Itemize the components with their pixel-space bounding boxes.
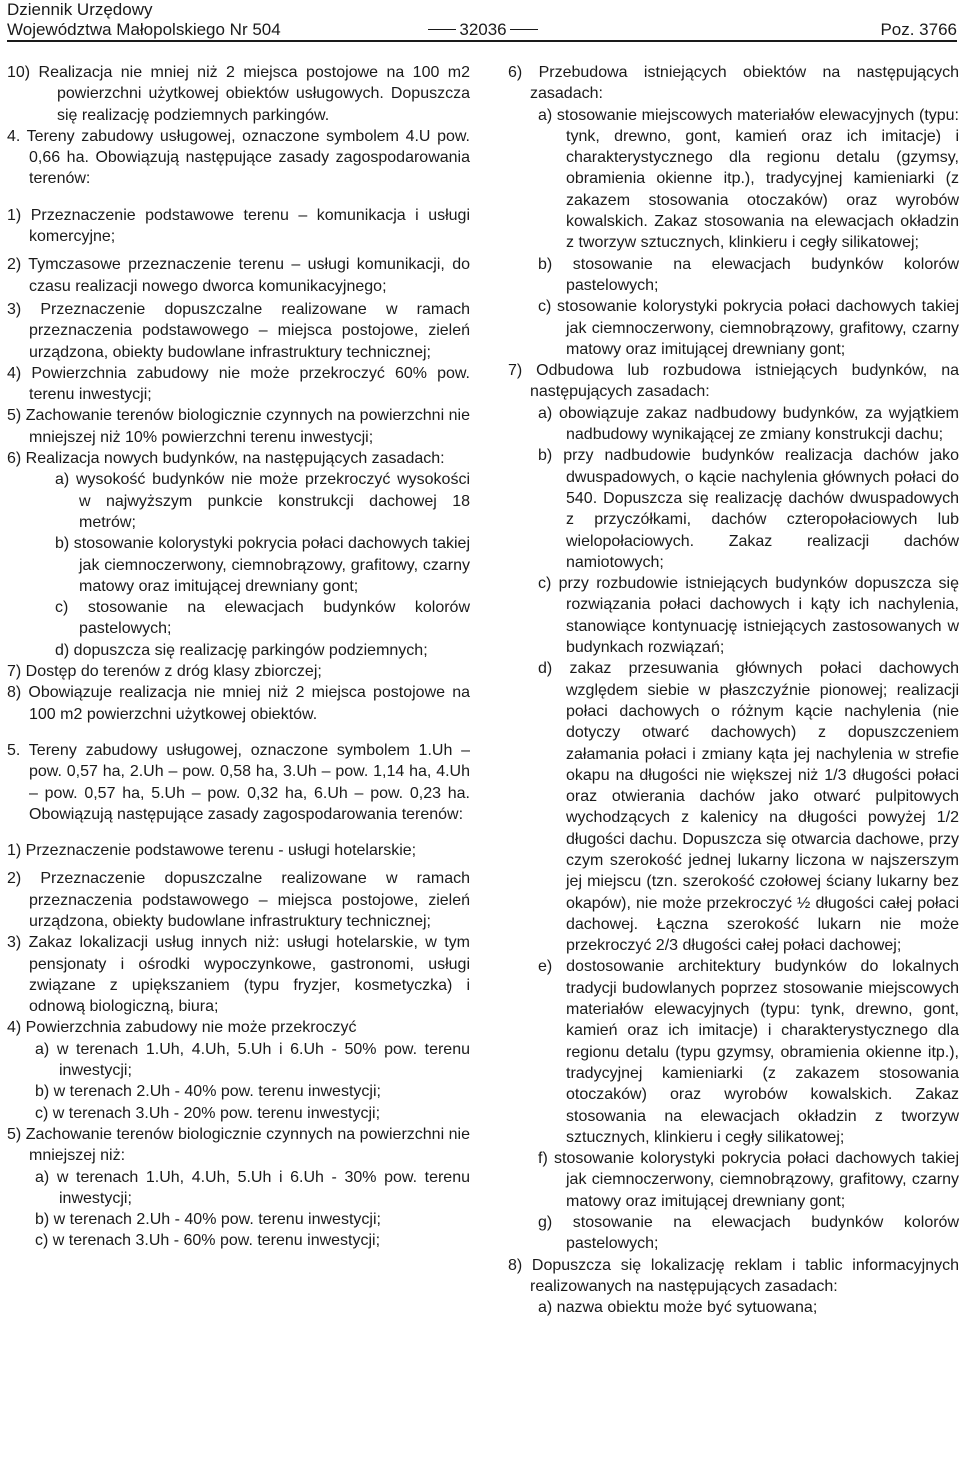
list-subitem: a) obowiązuje zakaz nadbudowy budynków, za wyjątkiem nadbudowy wynikającej ze zmiany konstrukcji dachu; bbox=[538, 404, 959, 444]
list-item: 7) Odbudowa lub rozbudowa istniejących budynków, na następujących zasadach: bbox=[508, 362, 959, 401]
header-rule bbox=[7, 40, 957, 42]
list-item: 5) Zachowanie terenów biologicznie czynnych na powierzchni nie mniejszej niż: bbox=[7, 1125, 470, 1165]
list-item: 1) Przeznaczenie podstawowe terenu – komunikacja i usługi komercyjne; bbox=[7, 206, 470, 246]
list-item: 6) Przebudowa istniejących obiektów na następujących zasadach: bbox=[508, 64, 959, 103]
journal-issue: Województwa Małopolskiego Nr 504 bbox=[7, 20, 281, 39]
list-subitem: d) zakaz przesuwania głównych połaci dachowych względem siebie w płaszczyźnie pionowej; realizacji połaci dachowych o różnym kącie nachylenia (nie dotyczy otwarć dachowych) z dopuszczeniem załamania połaci i zmiany kąta jej nachylenia w strefie okapu na długości nie większej niż 1/3 długości połaci oraz otwierania dachów jako otwarć pulpitowych wychodzących z kalenicy na długości powyżej 1/2 długości dachu. Dopuszcza się otwarcia dachowe, przy czym szerokość jednej lukarny liczona w najszerszym jej miejscu (tzn. szerokość czołowej ściany lukarny bez okapów), nie może przekroczyć ½ długości całej połaci dachowej. Łączna szerokość lukarn nie może przekroczyć 2/3 długości całej połaci dachowej; bbox=[538, 660, 959, 955]
list-subitem: a) wysokość budynków nie może przekroczyć wysokości w najwyższym punkcie konstrukcji dachowej 18 metrów; bbox=[55, 471, 470, 531]
list-item: 8) Dopuszcza się lokalizację reklam i tablic informacyjnych realizowanych na następujących zasadach: bbox=[508, 1256, 959, 1295]
list-item: 3) Przeznaczenie dopuszczalne realizowane w ramach przeznaczenia podstawowego – miejsca postojowe, zieleń urządzona, obiekty budowlane infrastruktury technicznej; bbox=[7, 300, 470, 361]
page-number-rule-right bbox=[510, 29, 538, 30]
list-item: 3) Zakaz lokalizacji usług innych niż: usługi hotelarskie, w tym pensjonaty i ośrodki wypoczynkowe, gastronomi, usługi związane z upiększaniem (typu fryzjer, kosmetyczka) i odnową biologiczną, biura; bbox=[7, 934, 470, 1016]
list-subitem: g) stosowanie na elewacjach budynków kolorów pastelowych; bbox=[538, 1214, 959, 1253]
list-subitem: c) stosowanie kolorystyki pokrycia połaci dachowych takiej jak ciemnoczerwony, ciemnobrązowy, grafitowy, czarny matowy oraz imitującej drewniany gont; bbox=[538, 298, 959, 358]
list-subitem: b) stosowanie kolorystyki pokrycia połaci dachowych takiej jak ciemnoczerwony, ciemnobrązowy, grafitowy, czarny matowy oraz imitującej drewniany gont; bbox=[55, 535, 470, 595]
list-item: 7) Dostęp do terenów z dróg klasy zbiorczej; bbox=[7, 663, 322, 681]
list-subitem: c) w terenach 3.Uh - 20% pow. terenu inwestycji; bbox=[35, 1104, 381, 1122]
list-item: 4) Powierzchnia zabudowy nie może przekroczyć bbox=[7, 1019, 357, 1037]
list-subitem: e) dostosowanie architektury budynków do lokalnych tradycji budowlanych poprzez stosowanie miejscowych materiałów elewacyjnych (typu: tynk, drewno, gont, kamień oraz ich imitacje) i charakterystycznego dla regionu detalu (typu gzymsy, obramienia okienne itp.), tradycyjnej kamieniarki (z zakazem stosowania otoczaków) oraz wyrobów kowalskich. Zakaz stosowania na elewacjach okładzin z tworzyw sztucznych, klinkieru i cegły silikatowej; bbox=[538, 958, 959, 1146]
list-item: 5) Zachowanie terenów biologicznie czynnych na powierzchni nie mniejszej niż 10% powierzchni terenu inwestycji; bbox=[7, 407, 470, 446]
list-subitem: d) dopuszcza się realizację parkingów podziemnych; bbox=[55, 641, 428, 659]
list-subitem: c) w terenach 3.Uh - 60% pow. terenu inwestycji; bbox=[35, 1232, 381, 1250]
list-subitem: a) nazwa obiektu może być sytuowana; bbox=[538, 1299, 818, 1317]
list-subitem: a) w terenach 1.Uh, 4.Uh, 5.Uh i 6.Uh - 30% pow. terenu inwestycji; bbox=[35, 1168, 470, 1207]
list-subitem: a) w terenach 1.Uh, 4.Uh, 5.Uh i 6.Uh - 50% pow. terenu inwestycji; bbox=[35, 1040, 470, 1080]
right-column bbox=[508, 62, 959, 1319]
list-subitem: a) stosowanie miejscowych materiałów elewacyjnych (typu: tynk, drewno, gont, kamień oraz ich imitacje) i charakterystycznego dla regionu detalu (gzymsy, obramienia okienne itp.), tradycyjnej kamieniarki (z zakazem stosowania otoczaków) oraz wyrobów kowalskich. Zakaz stosowania na elewacjach okładzin z tworzyw sztucznych, klinkieru i cegły silikatowej; bbox=[538, 106, 959, 252]
paragraph: 10) Realizacja nie mniej niż 2 miejsca postojowe na 100 m2 powierzchni użytkowej obiektów usługowych. Dopuszcza się realizację podziemnych parkingów. bbox=[7, 64, 470, 124]
list-item: 2) Tymczasowe przeznaczenie terenu – usługi komunikacji, do czasu realizacji nowego dworca komunikacyjnego; bbox=[7, 256, 470, 295]
list-item: 4) Powierzchnia zabudowy nie może przekroczyć 60% pow. terenu inwestycji; bbox=[7, 364, 470, 404]
section-heading-5: 5. Tereny zabudowy usługowej, oznaczone symbolem 1.Uh – pow. 0,57 ha, 2.Uh – pow. 0,58 ha, 3.Uh – pow. 1,14 ha, 4.Uh – pow. 0,57 ha, 5.Uh – pow. 0,32 ha, 6.Uh – pow. 0,23 ha. Obowiązują następujące zasady zagospodarowania terenów: bbox=[7, 741, 470, 823]
list-item: 2) Przeznaczenie dopuszczalne realizowane w ramach przeznaczenia podstawowego – miejsca postojowe, zieleń urządzona, obiekty budowlane infrastruktury technicznej; bbox=[7, 870, 470, 930]
page-number: 32036 bbox=[459, 20, 507, 39]
list-item: 6) Realizacja nowych budynków, na następujących zasadach: bbox=[7, 450, 445, 468]
list-subitem: b) w terenach 2.Uh - 40% pow. terenu inwestycji; bbox=[35, 1211, 381, 1229]
list-subitem: b) stosowanie na elewacjach budynków kolorów pastelowych; bbox=[538, 255, 959, 294]
list-subitem: c) stosowanie na elewacjach budynków kolorów pastelowych; bbox=[55, 599, 470, 638]
left-column bbox=[7, 62, 470, 1252]
list-subitem: b) przy nadbudowie budynków realizacja dachów jako dwuspadowych, o kącie nachylenia głównych połaci do 540. Dopuszcza się realizację dachów dwuspadowych z przyczółkami, dachów czteropołaciowych lub wielopołaciowych. Zakaz realizacji dachów namiotowych; bbox=[538, 447, 959, 571]
position-number: Poz. 3766 bbox=[880, 20, 957, 39]
section-heading-4: 4. Tereny zabudowy usługowej, oznaczone symbolem 4.U pow. 0,66 ha. Obowiązują następujące zasady zagospodarowania terenów: bbox=[7, 127, 470, 188]
page-header bbox=[7, 0, 957, 40]
journal-title: Dziennik Urzędowy bbox=[7, 0, 153, 19]
list-item: 8) Obowiązuje realizacja nie mniej niż 2 miejsca postojowe na 100 m2 powierzchni użytkowej obiektów. bbox=[7, 684, 470, 723]
list-subitem: c) przy rozbudowie istniejących budynków dopuszcza się rozwiązania połaci dachowych i kąty ich nachylenia, stanowiące kontynuację istniejących zastosowanych w budynkach rozwiązań; bbox=[538, 575, 959, 657]
list-subitem: f) stosowanie kolorystyki pokrycia połaci dachowych takiej jak ciemnoczerwony, ciemnobrązowy, grafitowy, czarny matowy oraz imitującej drewniany gont; bbox=[538, 1150, 959, 1210]
list-item: 1) Przeznaczenie podstawowe terenu - usługi hotelarskie; bbox=[7, 842, 417, 860]
list-subitem: b) w terenach 2.Uh - 40% pow. terenu inwestycji; bbox=[35, 1083, 381, 1101]
